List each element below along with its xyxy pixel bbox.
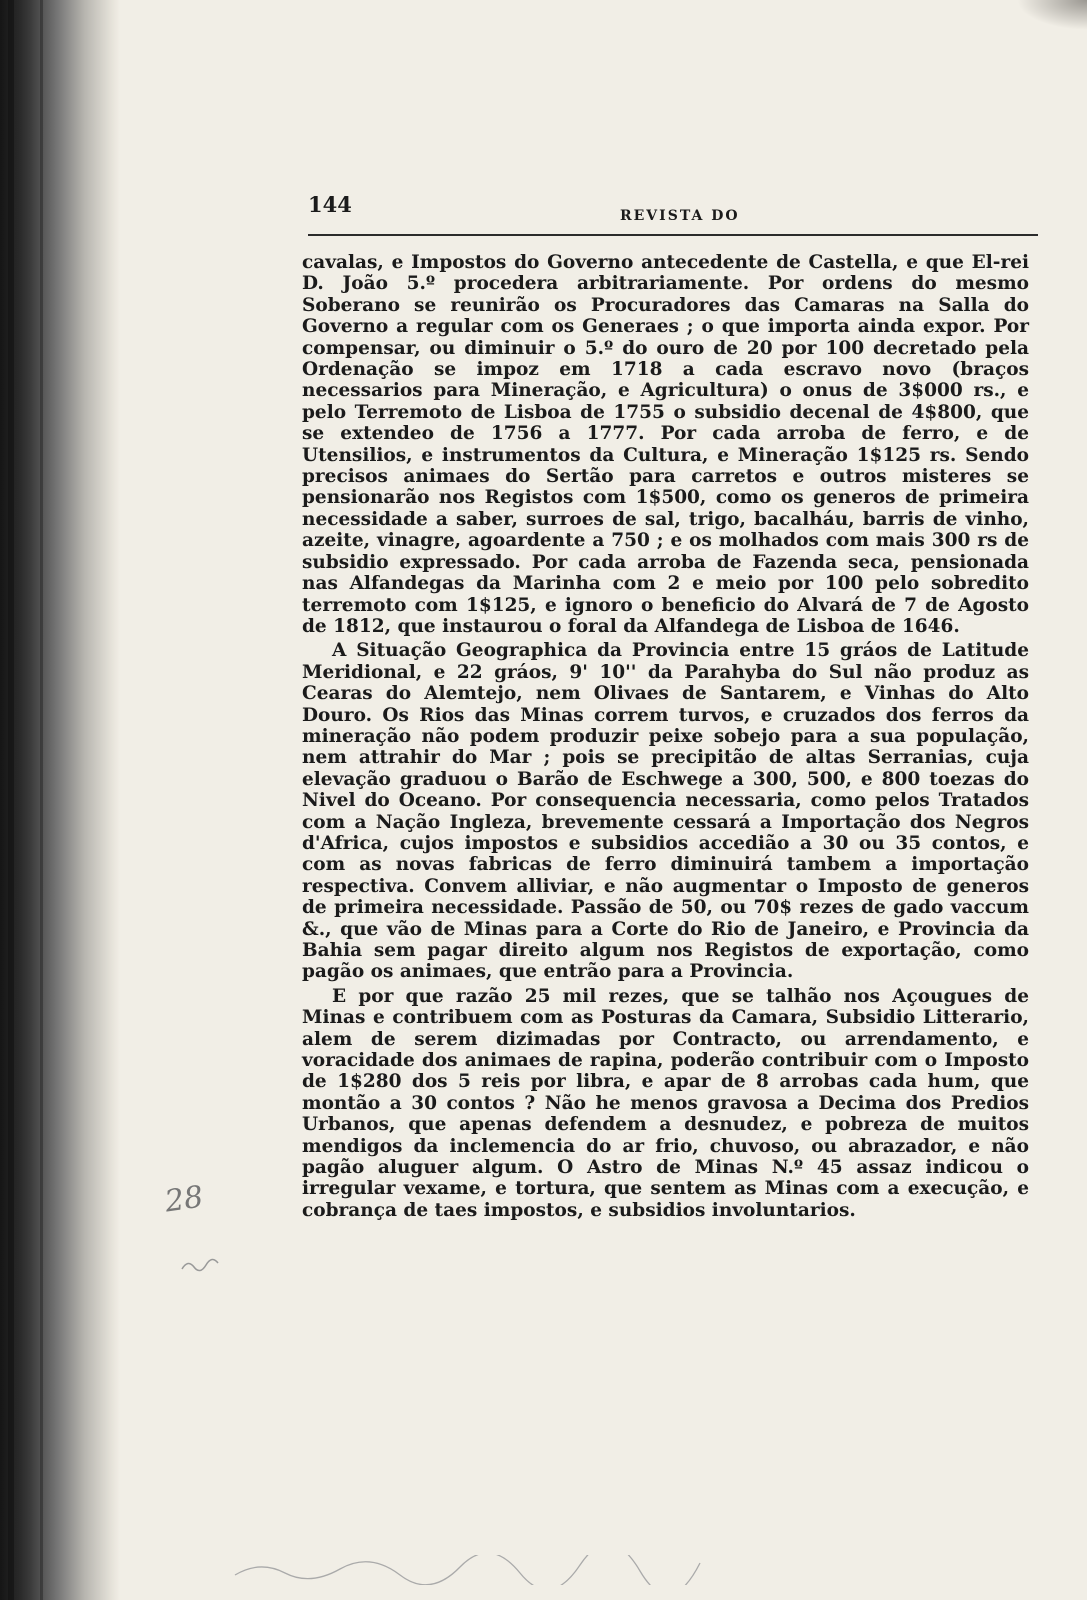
handwritten-scribble xyxy=(180,1255,220,1279)
paragraph: A Situação Geographica da Provincia entre 15 gráos de Latitude Meridional, e 22 gráos, 9' 10'' da Parahyba do Sul não produz as Cearas do Alemtejo, nem Olivaes de Santarem, e Vinhas do Alto Douro. Os Rios das Minas correm turvos, e cruzados dos ferros da mineração não podem produzir peixe sobejo para a sua população, nem attrahir do Mar ; pois se precipitão de altas Serranias, cuja elevação graduou o Barão de Eschwege a 300, 500, e 800 toezas do Nivel do Oceano. Por consequencia necessaria, como pelos Tratados com a Nação Ingleza, brevemente cessará a Importação dos Negros d'Africa, cujos impostos e subsidios accedião a 30 ou 35 contos, e com as novas fabricas de ferro diminuirá tambem a importação respectiva. Convem alliviar, e não augmentar o Imposto de generos de primeira necessidade. Passão de 50, ou 70$ rezes de gado vaccum &., que vão de Minas para a Corte do Rio de Janeiro, e Provincia da Bahia sem pagar direito algum nos Registos de exportação, como pagão os animaes, que entrão para a Provincia. xyxy=(302,640,1029,983)
body-text xyxy=(302,252,1029,1221)
running-title: REVISTA DO xyxy=(620,208,740,224)
page-number: 144 xyxy=(308,192,352,217)
paragraph: E por que razão 25 mil rezes, que se talhão nos Açougues de Minas e contribuem com as Posturas da Camara, Subsidio Litterario, alem de serem dizimadas por Contracto, ou arrendamento, e voracidade dos animaes de rapina, poderão contribuir com o Imposto de 1$280 dos 5 reis por libra, e apar de 8 arrobas cada hum, que montão a 30 contos ? Não he menos gravosa a Decima dos Predios Urbanos, que apenas defendem a desnudez, e pobreza de muitos mendigos da inclemencia do ar frio, chuvoso, ou abrazador, e não pagão aluguer algum. O Astro de Minas N.º 45 assaz indicou o irregular vexame, e tortura, que sentem as Minas com a execução, e cobrança de taes impostos, e subsidios involuntarios. xyxy=(302,985,1029,1221)
binding-streak xyxy=(40,0,43,1600)
handwritten-margin-number: 28 xyxy=(162,1179,206,1220)
page-header xyxy=(308,190,1038,240)
header-rule xyxy=(308,234,1038,236)
book-binding-shadow xyxy=(0,0,120,1600)
binding-streak xyxy=(8,0,14,1600)
handwritten-footer-scribble xyxy=(230,1555,710,1590)
page-smudge xyxy=(1017,0,1087,30)
paragraph: cavalas, e Impostos do Governo antecedente de Castella, e que El-rei D. João 5.º procedera arbitrariamente. Por ordens do mesmo Soberano se reunirão os Procuradores das Camaras na Salla do Governo a regular com os Generaes ; o que importa ainda expor. Por compensar, ou diminuir o 5.º do ouro de 20 por 100 decretado pela Ordenação se impoz em 1718 a cada escravo novo (braços necessarios para Mineração, e Agricultura) o onus de 3$000 rs., e pelo Terremoto de Lisboa de 1755 o subsidio decenal de 4$800, que se extendeo de 1756 a 1777. Por cada arroba de ferro, e de Utensilios, e instrumentos da Cultura, e Mineração 1$125 rs. Sendo precisos animaes do Sertão para carretos e outros misteres se pensionarão nos Registos com 1$500, como os generos de primeira necessidade a saber, surroes de sal, trigo, bacalháu, barris de vinho, azeite, vinagre, agoardente a 750 ; e os molhados com mais 300 rs de subsidio expressado. Por cada arroba de Fazenda seca, pensionada nas Alfandegas da Marinha com 2 e meio por 100 pelo sobredito terremoto com 1$125, e ignoro o beneficio do Alvará de 7 de Agosto de 1812, que instaurou o foral da Alfandega de Lisboa de 1646. xyxy=(302,252,1029,637)
